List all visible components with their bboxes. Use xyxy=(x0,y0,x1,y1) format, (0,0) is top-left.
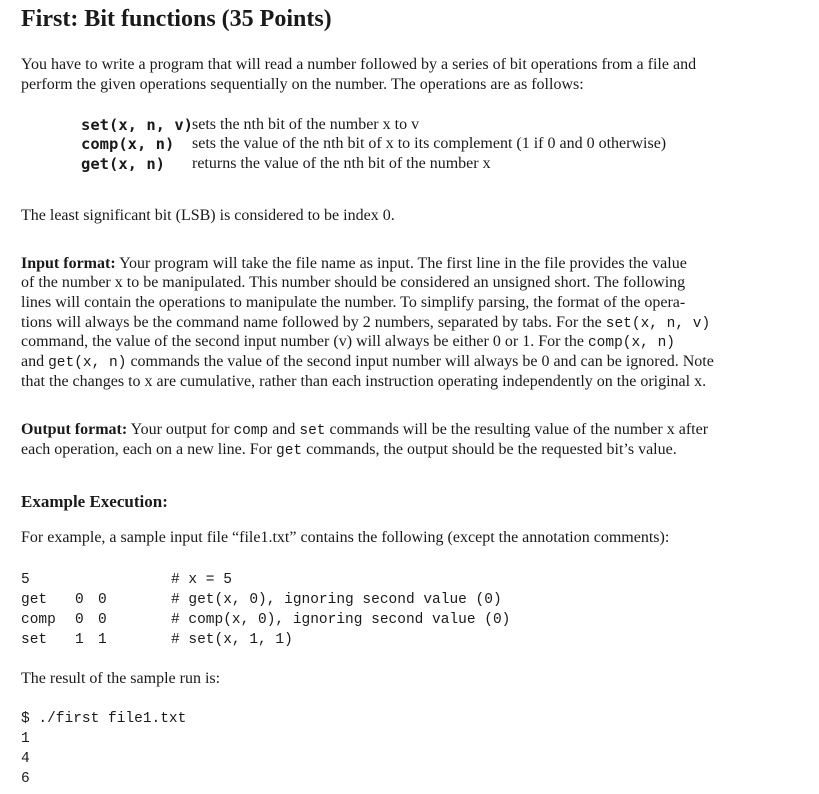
text-span: and xyxy=(272,421,296,438)
file-line-arg1: 1 xyxy=(75,632,84,648)
file-line-cmd: get xyxy=(21,592,48,608)
text-span: commands, the output should be the requested bit’s value. xyxy=(306,441,677,458)
output-format-line-1 xyxy=(21,421,708,439)
text-span: and xyxy=(21,353,45,370)
file-line-arg2: 1 xyxy=(98,632,107,648)
output-format-heading: Output format: xyxy=(21,421,128,438)
op-get-description: returns the value of the nth bit of the number x xyxy=(192,155,491,172)
input-format-heading: Input format: xyxy=(21,255,116,272)
example-heading: Example Execution: xyxy=(21,492,168,511)
example-intro: For example, a sample input file “file1.txt” contains the following (except the annotation comments): xyxy=(21,529,670,546)
input-format-line-1 xyxy=(21,255,687,273)
op-set-signature: set(x, n, v) xyxy=(81,116,193,134)
input-format-line-3: lines will contain the operations to manipulate the number. To simplify parsing, the format of the opera- xyxy=(21,294,686,311)
file-line-cmd: set xyxy=(21,632,48,648)
input-format-line-7: that the changes to x are cumulative, rather than each instruction operating independently on the original x. xyxy=(21,373,707,390)
file-line-cmd: 5 xyxy=(21,572,30,588)
text-span: commands the value of the second input number will always be 0 and can be ignored. Note xyxy=(130,353,714,370)
code-set: set(x, n, v) xyxy=(605,316,711,332)
text-span: each operation, each on a new line. For xyxy=(21,441,273,458)
code-get: get(x, n) xyxy=(48,355,127,371)
op-get-signature: get(x, n) xyxy=(81,155,165,173)
text-span: commands will be the resulting value of the number x after xyxy=(329,421,709,438)
code-comp: comp xyxy=(233,423,269,439)
file-line-cmd: comp xyxy=(21,612,56,628)
run-command: $ ./first file1.txt xyxy=(21,711,187,727)
file-line-arg2: 0 xyxy=(98,592,107,608)
output-line: 4 xyxy=(21,751,30,767)
input-format-line-5 xyxy=(21,333,675,351)
file-line-arg1: 0 xyxy=(75,592,84,608)
op-comp-description: sets the value of the nth bit of x to its complement (1 if 0 and 0 otherwise) xyxy=(192,135,667,152)
op-set-description xyxy=(192,116,419,134)
output-line: 1 xyxy=(21,731,30,747)
file-line-comment: # x = 5 xyxy=(171,572,232,588)
file-line-arg1: 0 xyxy=(75,612,84,628)
input-format-line-6 xyxy=(21,353,714,371)
result-intro: The result of the sample run is: xyxy=(21,670,221,687)
code-get: get xyxy=(276,443,303,459)
output-line: 6 xyxy=(21,771,30,787)
text-span: tions will always be the command name followed by 2 numbers, separated by tabs. For the xyxy=(21,314,602,331)
text-span: command, the value of the second input number (v) will always be either 0 or 1. For the xyxy=(21,333,584,350)
intro-line-2: perform the given operations sequentially on the number. The operations are as follows: xyxy=(21,76,584,93)
page-title: First: Bit functions (35 Points) xyxy=(21,6,332,32)
input-format-text: Your program will take the file name as input. The first line in the file provides the value xyxy=(119,255,687,272)
code-comp: comp(x, n) xyxy=(587,335,675,351)
input-format-line-2: of the number x to be manipulated. This number should be considered an unsigned short. The following xyxy=(21,274,686,291)
op-comp-signature: comp(x, n) xyxy=(81,135,175,153)
text-span: Your output for xyxy=(130,421,230,438)
code-set: set xyxy=(299,423,326,439)
file-line-comment: # get(x, 0), ignoring second value (0) xyxy=(171,592,502,608)
file-line-comment: # comp(x, 0), ignoring second value (0) xyxy=(171,612,511,628)
op-desc-text: sets the nth bit of the number x to v xyxy=(192,116,420,133)
input-format-line-4 xyxy=(21,314,710,332)
file-line-comment: # set(x, 1, 1) xyxy=(171,632,293,648)
file-line-arg2: 0 xyxy=(98,612,107,628)
output-format-line-2 xyxy=(21,441,677,459)
lsb-note: The least significant bit (LSB) is considered to be index 0. xyxy=(21,207,395,224)
intro-line-1: You have to write a program that will read a number followed by a series of bit operations from a file and xyxy=(21,56,697,73)
